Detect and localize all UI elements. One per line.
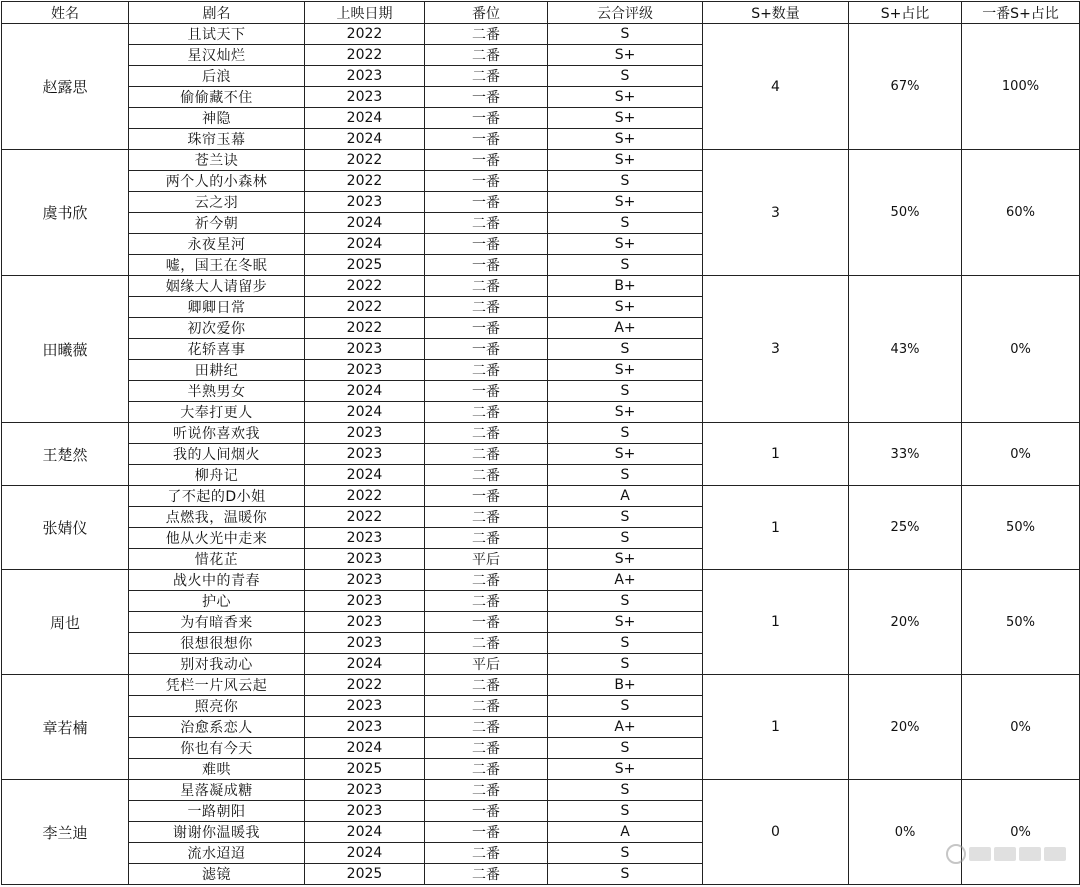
lead-splus-ratio: 0% xyxy=(962,675,1080,780)
release-year: 2022 xyxy=(305,276,425,297)
table-row xyxy=(2,150,1080,171)
release-year: 2024 xyxy=(305,822,425,843)
rating: S+ xyxy=(548,108,703,129)
table-row xyxy=(2,570,1080,591)
billing: 一番 xyxy=(425,255,548,276)
release-year: 2022 xyxy=(305,675,425,696)
rating: S+ xyxy=(548,45,703,66)
drama-title: 滤镜 xyxy=(129,864,305,885)
rating: S xyxy=(548,255,703,276)
billing: 一番 xyxy=(425,192,548,213)
drama-title: 后浪 xyxy=(129,66,305,87)
drama-title: 为有暗香来 xyxy=(129,612,305,633)
rating: S xyxy=(548,339,703,360)
watermark-logo-icon xyxy=(946,844,966,864)
drama-title: 听说你喜欢我 xyxy=(129,423,305,444)
rating: B+ xyxy=(548,675,703,696)
release-year: 2022 xyxy=(305,45,425,66)
drama-title: 谢谢你温暖我 xyxy=(129,822,305,843)
actress-name: 赵露思 xyxy=(2,24,129,150)
billing: 平后 xyxy=(425,549,548,570)
lead-splus-ratio: 50% xyxy=(962,570,1080,675)
drama-title: 战火中的青春 xyxy=(129,570,305,591)
actress-name: 李兰迪 xyxy=(2,780,129,885)
billing: 二番 xyxy=(425,570,548,591)
header-billing: 番位 xyxy=(425,2,548,24)
drama-title: 云之羽 xyxy=(129,192,305,213)
drama-title: 一路朝阳 xyxy=(129,801,305,822)
drama-title: 卿卿日常 xyxy=(129,297,305,318)
release-year: 2023 xyxy=(305,780,425,801)
release-year: 2022 xyxy=(305,171,425,192)
splus-ratio: 0% xyxy=(849,780,962,885)
release-year: 2024 xyxy=(305,738,425,759)
drama-title: 姻缘大人请留步 xyxy=(129,276,305,297)
billing: 一番 xyxy=(425,381,548,402)
drama-title: 惜花芷 xyxy=(129,549,305,570)
billing: 一番 xyxy=(425,339,548,360)
billing: 二番 xyxy=(425,66,548,87)
release-year: 2023 xyxy=(305,570,425,591)
drama-title: 花轿喜事 xyxy=(129,339,305,360)
splus-ratio: 67% xyxy=(849,24,962,150)
drama-title: 照亮你 xyxy=(129,696,305,717)
watermark-block-icon xyxy=(994,847,1016,861)
release-year: 2022 xyxy=(305,507,425,528)
drama-title: 祈今朝 xyxy=(129,213,305,234)
drama-title: 珠帘玉幕 xyxy=(129,129,305,150)
billing: 二番 xyxy=(425,696,548,717)
rating: S xyxy=(548,423,703,444)
lead-splus-ratio: 0% xyxy=(962,780,1080,885)
header-lead-splus-ratio: 一番S+占比 xyxy=(962,2,1080,24)
billing: 平后 xyxy=(425,654,548,675)
rating: S xyxy=(548,171,703,192)
billing: 二番 xyxy=(425,717,548,738)
table-row xyxy=(2,423,1080,444)
rating: A xyxy=(548,822,703,843)
drama-title: 难哄 xyxy=(129,759,305,780)
lead-splus-ratio: 0% xyxy=(962,423,1080,486)
release-year: 2023 xyxy=(305,612,425,633)
splus-ratio: 43% xyxy=(849,276,962,423)
table-row xyxy=(2,276,1080,297)
release-year: 2023 xyxy=(305,339,425,360)
release-year: 2023 xyxy=(305,360,425,381)
rating: S xyxy=(548,780,703,801)
release-year: 2025 xyxy=(305,864,425,885)
drama-title: 凭栏一片风云起 xyxy=(129,675,305,696)
billing: 二番 xyxy=(425,276,548,297)
release-year: 2023 xyxy=(305,591,425,612)
release-year: 2023 xyxy=(305,549,425,570)
billing: 一番 xyxy=(425,87,548,108)
drama-title: 点燃我，温暖你 xyxy=(129,507,305,528)
rating: S xyxy=(548,696,703,717)
billing: 二番 xyxy=(425,528,548,549)
splus-count: 3 xyxy=(703,150,849,276)
release-year: 2022 xyxy=(305,486,425,507)
rating: S xyxy=(548,24,703,45)
billing: 二番 xyxy=(425,444,548,465)
release-year: 2023 xyxy=(305,696,425,717)
rating: S+ xyxy=(548,150,703,171)
release-year: 2024 xyxy=(305,129,425,150)
drama-title: 治愈系恋人 xyxy=(129,717,305,738)
release-year: 2023 xyxy=(305,717,425,738)
drama-title: 流水迢迢 xyxy=(129,843,305,864)
rating: S xyxy=(548,801,703,822)
release-year: 2023 xyxy=(305,87,425,108)
rating: S+ xyxy=(548,360,703,381)
rating: S xyxy=(548,465,703,486)
splus-ratio: 50% xyxy=(849,150,962,276)
lead-splus-ratio: 50% xyxy=(962,486,1080,570)
billing: 一番 xyxy=(425,801,548,822)
header-splus-count: S+数量 xyxy=(703,2,849,24)
watermark-block-icon xyxy=(969,847,991,861)
rating: S+ xyxy=(548,192,703,213)
billing: 一番 xyxy=(425,234,548,255)
drama-title: 我的人间烟火 xyxy=(129,444,305,465)
rating: S+ xyxy=(548,759,703,780)
rating: B+ xyxy=(548,276,703,297)
rating: A+ xyxy=(548,570,703,591)
drama-title: 你也有今天 xyxy=(129,738,305,759)
rating: S+ xyxy=(548,129,703,150)
splus-count: 1 xyxy=(703,486,849,570)
header-rating: 云合评级 xyxy=(548,2,703,24)
billing: 二番 xyxy=(425,759,548,780)
release-year: 2022 xyxy=(305,150,425,171)
rating: A+ xyxy=(548,717,703,738)
billing: 一番 xyxy=(425,171,548,192)
billing: 二番 xyxy=(425,591,548,612)
actress-name: 张婧仪 xyxy=(2,486,129,570)
release-year: 2023 xyxy=(305,66,425,87)
billing: 一番 xyxy=(425,486,548,507)
rating: S+ xyxy=(548,444,703,465)
billing: 二番 xyxy=(425,360,548,381)
release-year: 2023 xyxy=(305,801,425,822)
splus-count: 1 xyxy=(703,675,849,780)
drama-title: 苍兰诀 xyxy=(129,150,305,171)
release-year: 2024 xyxy=(305,234,425,255)
billing: 一番 xyxy=(425,108,548,129)
release-year: 2022 xyxy=(305,318,425,339)
billing: 二番 xyxy=(425,45,548,66)
drama-title: 田耕纪 xyxy=(129,360,305,381)
splus-count: 0 xyxy=(703,780,849,885)
actress-name: 虞书欣 xyxy=(2,150,129,276)
rating: S xyxy=(548,528,703,549)
drama-title: 了不起的D小姐 xyxy=(129,486,305,507)
watermark xyxy=(946,843,1066,865)
release-year: 2022 xyxy=(305,24,425,45)
rating: S xyxy=(548,654,703,675)
drama-title: 两个人的小森林 xyxy=(129,171,305,192)
release-year: 2025 xyxy=(305,255,425,276)
rating: S xyxy=(548,864,703,885)
splus-count: 1 xyxy=(703,570,849,675)
rating: S xyxy=(548,213,703,234)
release-year: 2024 xyxy=(305,213,425,234)
table-row xyxy=(2,675,1080,696)
release-year: 2024 xyxy=(305,402,425,423)
drama-title: 护心 xyxy=(129,591,305,612)
rating: S xyxy=(548,66,703,87)
splus-count: 4 xyxy=(703,24,849,150)
drama-title: 星落凝成糖 xyxy=(129,780,305,801)
rating: S xyxy=(548,591,703,612)
drama-title: 大奉打更人 xyxy=(129,402,305,423)
rating: S+ xyxy=(548,87,703,108)
header-name: 姓名 xyxy=(2,2,129,24)
watermark-block-icon xyxy=(1019,847,1041,861)
drama-rating-table xyxy=(1,1,1080,885)
billing: 二番 xyxy=(425,297,548,318)
billing: 二番 xyxy=(425,507,548,528)
splus-count: 1 xyxy=(703,423,849,486)
billing: 一番 xyxy=(425,150,548,171)
drama-title: 星汉灿烂 xyxy=(129,45,305,66)
actress-name: 章若楠 xyxy=(2,675,129,780)
lead-splus-ratio: 100% xyxy=(962,24,1080,150)
release-year: 2023 xyxy=(305,423,425,444)
billing: 二番 xyxy=(425,465,548,486)
rating: S xyxy=(548,507,703,528)
rating: S xyxy=(548,738,703,759)
lead-splus-ratio: 0% xyxy=(962,276,1080,423)
rating: S+ xyxy=(548,234,703,255)
splus-ratio: 20% xyxy=(849,675,962,780)
drama-title: 很想很想你 xyxy=(129,633,305,654)
billing: 二番 xyxy=(425,780,548,801)
billing: 二番 xyxy=(425,864,548,885)
release-year: 2024 xyxy=(305,381,425,402)
actress-name: 田曦薇 xyxy=(2,276,129,423)
watermark-block-icon xyxy=(1044,847,1066,861)
splus-ratio: 25% xyxy=(849,486,962,570)
splus-ratio: 20% xyxy=(849,570,962,675)
rating: S+ xyxy=(548,297,703,318)
release-year: 2024 xyxy=(305,108,425,129)
table-row xyxy=(2,24,1080,45)
billing: 一番 xyxy=(425,822,548,843)
table-row xyxy=(2,780,1080,801)
drama-title: 偷偷藏不住 xyxy=(129,87,305,108)
rating: S+ xyxy=(548,402,703,423)
billing: 二番 xyxy=(425,633,548,654)
drama-title: 永夜星河 xyxy=(129,234,305,255)
drama-title: 别对我动心 xyxy=(129,654,305,675)
billing: 一番 xyxy=(425,318,548,339)
header-release-year: 上映日期 xyxy=(305,2,425,24)
header-splus-ratio: S+占比 xyxy=(849,2,962,24)
table-row xyxy=(2,486,1080,507)
release-year: 2023 xyxy=(305,528,425,549)
rating: S xyxy=(548,843,703,864)
drama-title: 且试天下 xyxy=(129,24,305,45)
release-year: 2023 xyxy=(305,444,425,465)
release-year: 2024 xyxy=(305,654,425,675)
billing: 一番 xyxy=(425,129,548,150)
release-year: 2025 xyxy=(305,759,425,780)
release-year: 2024 xyxy=(305,465,425,486)
rating: A xyxy=(548,486,703,507)
rating: A+ xyxy=(548,318,703,339)
actress-name: 王楚然 xyxy=(2,423,129,486)
drama-title: 柳舟记 xyxy=(129,465,305,486)
release-year: 2023 xyxy=(305,192,425,213)
drama-title: 半熟男女 xyxy=(129,381,305,402)
billing: 二番 xyxy=(425,402,548,423)
lead-splus-ratio: 60% xyxy=(962,150,1080,276)
billing: 二番 xyxy=(425,738,548,759)
header-row xyxy=(2,2,1080,24)
drama-title: 初次爱你 xyxy=(129,318,305,339)
billing: 二番 xyxy=(425,423,548,444)
release-year: 2023 xyxy=(305,633,425,654)
table-body xyxy=(2,24,1080,885)
billing: 二番 xyxy=(425,675,548,696)
billing: 二番 xyxy=(425,24,548,45)
rating: S+ xyxy=(548,549,703,570)
release-year: 2024 xyxy=(305,843,425,864)
drama-title: 他从火光中走来 xyxy=(129,528,305,549)
splus-count: 3 xyxy=(703,276,849,423)
actress-name: 周也 xyxy=(2,570,129,675)
billing: 二番 xyxy=(425,213,548,234)
rating: S+ xyxy=(548,612,703,633)
drama-title: 嘘，国王在冬眠 xyxy=(129,255,305,276)
header-drama: 剧名 xyxy=(129,2,305,24)
release-year: 2022 xyxy=(305,297,425,318)
billing: 二番 xyxy=(425,843,548,864)
billing: 一番 xyxy=(425,612,548,633)
drama-title: 神隐 xyxy=(129,108,305,129)
rating: S xyxy=(548,381,703,402)
splus-ratio: 33% xyxy=(849,423,962,486)
rating: S xyxy=(548,633,703,654)
